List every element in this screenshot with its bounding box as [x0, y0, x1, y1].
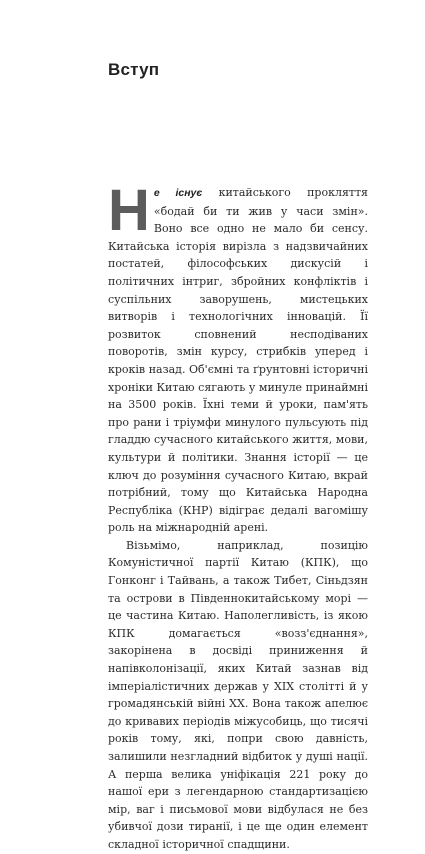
body-text: [108, 178, 368, 854]
paragraph-1-text: китайського прокляття «бодай би ти жив у часи змін». Воно все одно не мало би сенсу. Китайська історія вирізла з надзвичайних постатей, філософських дискусій і політичних інтриг, збройних конфліктів і суспільних заворушень, мистецьких витворів і технологічних інновацій. Її розвиток сповнений несподіваних поворотів, змін курсу, стрибків уперед і кроків назад. Об'ємні та ґрунтовні історичні хроніки Китаю сягають у минуле принаймні на 3500 років. Їхні теми й уроки, пам'ять про рани і тріумфи минулого пульсують під гладдю сучасного китайського життя, мови, культури й політики. Знання історії — це ключ до розуміння сучасного Китаю, вкрай потрібний, тому що Китайська Народна Республіка (КНР) відіграє дедалі вагомішу роль на міжнародній арені.: [108, 186, 368, 535]
lead-in: е існує: [153, 187, 203, 199]
paragraph-2: Візьмімо, наприклад, позицію Комуністичної партії Китаю (КПК), що Гонконг і Тайвань, а також Тибет, Сіньдзян та острови в Південнокитайському морі — це частина Китаю. Наполегливість, із якою КПК домагається «возз'єднання», закорінена в досвіді приниження й напівколонізації, яких Китай зазнав від імперіалістичних держав у ХІХ столітті й у громадянській війні ХХ. Вона також апелює до кривавих періодів міжусобиць, що тисячі років тому, які, попри свою давність, залишили незгладний відбиток у душі нації. А перша велика уніфікація 221 року до нашої ери з легендарною стандартизацією мір, ваг і письмової мови відбулася не без убивчої дози тиранії, і це ще один елемент складної історичної спадщини.: [108, 538, 368, 851]
section-title: Вступ: [108, 60, 160, 79]
drop-cap: Н: [108, 178, 150, 243]
paragraph-1: [108, 178, 368, 537]
